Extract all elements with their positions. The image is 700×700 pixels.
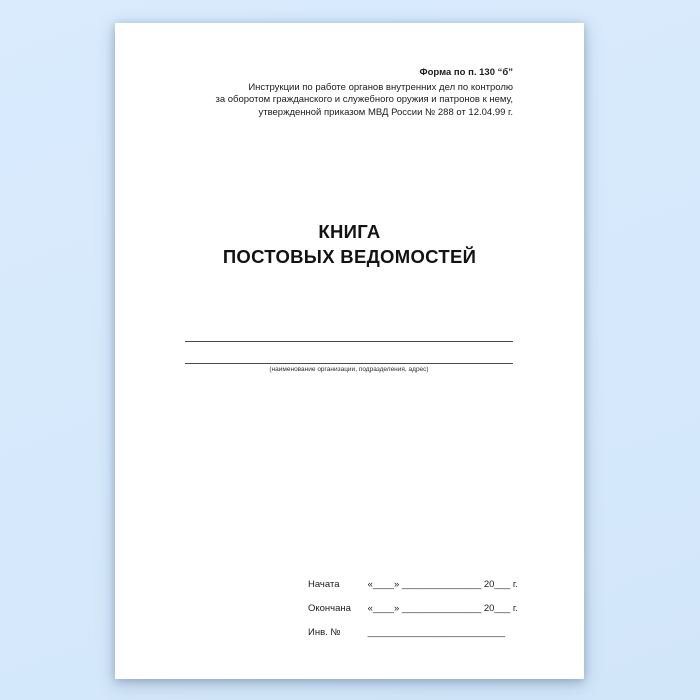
started-blank: «____» _______________ 20___ г. — [367, 579, 518, 590]
form-reference-line-1: Инструкции по работе органов внутренних дел по контролю — [248, 81, 513, 93]
finished-blank: «____» _______________ 20___ г. — [367, 603, 518, 614]
organization-caption: (наименование организации, подразделения, адрес) — [269, 366, 429, 373]
organization-blank-line-1 — [185, 341, 513, 342]
inventory-blank: __________________________ — [367, 627, 506, 638]
document-title-line-1: КНИГА — [318, 221, 381, 242]
finished-label: Окончана — [308, 603, 351, 614]
organization-blank-line-2 — [185, 363, 513, 364]
organization-block — [185, 341, 513, 374]
form-reference-line-2: за оборотом гражданского и служебного оружия и патронов к нему, — [215, 94, 513, 105]
finished-row — [308, 603, 518, 627]
inventory-row — [308, 627, 518, 651]
form-reference-line-3: утвержденной приказом МВД России № 288 от 12.04.99 г. — [258, 106, 513, 118]
inventory-label: Инв. № — [308, 627, 341, 638]
started-row — [308, 579, 518, 603]
document-title — [115, 219, 584, 269]
started-label: Начата — [308, 579, 340, 590]
document-page — [115, 23, 584, 679]
document-title-line-2: ПОСТОВЫХ ВЕДОМОСТЕЙ — [222, 246, 477, 267]
form-reference-note — [155, 67, 513, 119]
date-fields — [308, 579, 518, 651]
form-number: Форма по п. 130 “б” — [419, 67, 513, 78]
